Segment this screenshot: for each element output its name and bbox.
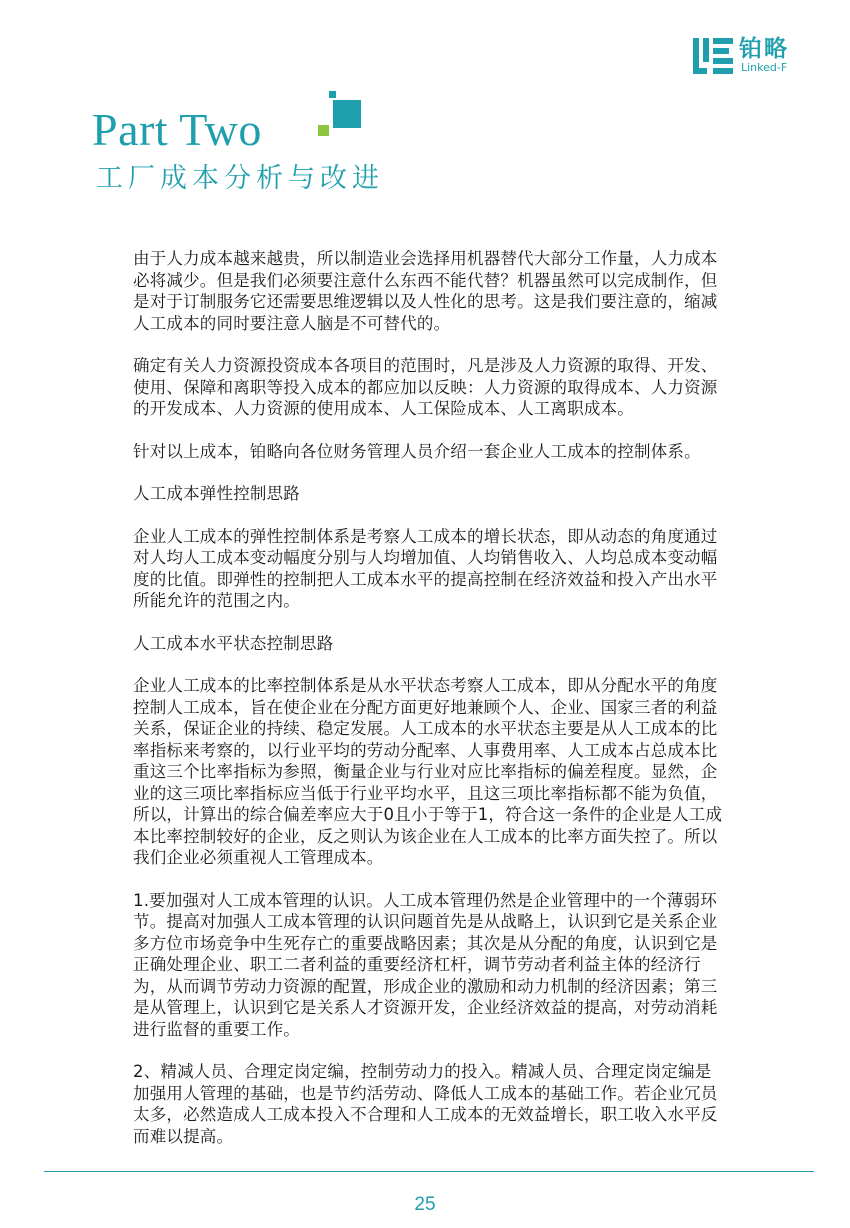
- section-heading: 人工成本弹性控制思路: [133, 484, 300, 503]
- section-heading: 人工成本水平状态控制思路: [133, 633, 334, 653]
- paragraph: 企业人工成本的弹性控制体系是考察人工成本的增长状态，即从动态的角度通过对人均人工成本变动幅度分别与人均增加值、人均销售收入、人均总成本变动幅度的比值。即弹性的控制把人工成本水平的提高控制在经济效益和投入产出水平所能允许的范围之内。: [133, 526, 718, 610]
- company-logo: [693, 36, 813, 80]
- decorative-square-large: [333, 100, 361, 128]
- paragraph: 企业人工成本的比率控制体系是从水平状态考察人工成本，即从分配水平的角度控制人工成本，旨在使企业在分配方面更好地兼顾个人、企业、国家三者的利益关系，保证企业的持续、稳定发展。人工成本的水平状态主要是从人工成本的比率指标来考察的，以行业平均的劳动分配率、人事费用率、人工成本占总成本比重这三个比率指标为参照，衡量企业与行业对应比率指标的偏差程度。显然，企业的这三项比率指标应当低于行业平均水平，且这三项比率指标都不能为负值，所以，计算出的综合偏差率应大于0且小于等于1，符合这一条件的企业是人工成本比率控制较好的企业，反之则认为该企业在人工成本的比率方面失控了。所以我们企业必须重视人工管理成本。: [133, 676, 723, 867]
- body-text: [133, 248, 723, 1147]
- paragraph: 1.要加强对人工成本管理的认识。人工成本管理仍然是企业管理中的一个薄弱环节。提高对加强人工成本管理的认识问题首先是从战略上，认识到它是关系企业多方位市场竞争中生死存亡的重要战略因素；其次是从分配的角度，认识到它是正确处理企业、职工二者利益的重要经济杠杆，调节劳动者利益主体的经济行为，从而调节劳动力资源的配置，形成企业的激励和动力机制的经济因素；第三是从管理上，认识到它是关系人才资源开发，企业经济效益的提高，对劳动消耗进行监督的重要工作。: [133, 890, 718, 1039]
- part-title: Part Two: [92, 104, 262, 155]
- paragraph: 确定有关人力资源投资成本各项目的范围时，凡是涉及人力资源的取得、开发、使用、保障和离职等投入成本的都应加以反映：人力资源的取得成本、人力资源的开发成本、人力资源的使用成本、人工保险成本、人工离职成本。: [133, 356, 718, 418]
- footer-divider: [44, 1171, 814, 1172]
- page-number: 25: [414, 1194, 436, 1215]
- decorative-square-small: [329, 91, 336, 98]
- paragraph: 2、精减人员、合理定岗定编，控制劳动力的投入。精减人员、合理定岗定编是加强用人管理的基础，也是节约活劳动、降低人工成本的基础工作。若企业冗员太多，必然造成人工成本投入不合理和人工成本的无效益增长，职工收入水平反而难以提高。: [133, 1062, 718, 1146]
- logo-mark-icon: [693, 38, 733, 74]
- logo-text-en: Linked-F: [741, 61, 788, 74]
- paragraph: 针对以上成本，铂略向各位财务管理人员介绍一套企业人工成本的控制体系。: [133, 441, 701, 461]
- decorative-square-green: [318, 125, 329, 136]
- part-subtitle: 工厂成本分析与改进: [96, 163, 384, 194]
- paragraph: 由于人力成本越来越贵，所以制造业会选择用机器替代大部分工作量，人力成本必将减少。但是我们必须要注意什么东西不能代替？机器虽然可以完成制作，但是对于订制服务它还需要思维逻辑以及人性化的思考。这是我们要注意的，缩减人工成本的同时要注意人脑是不可替代的。: [133, 249, 718, 333]
- logo-text-cn: 铂略: [739, 36, 789, 62]
